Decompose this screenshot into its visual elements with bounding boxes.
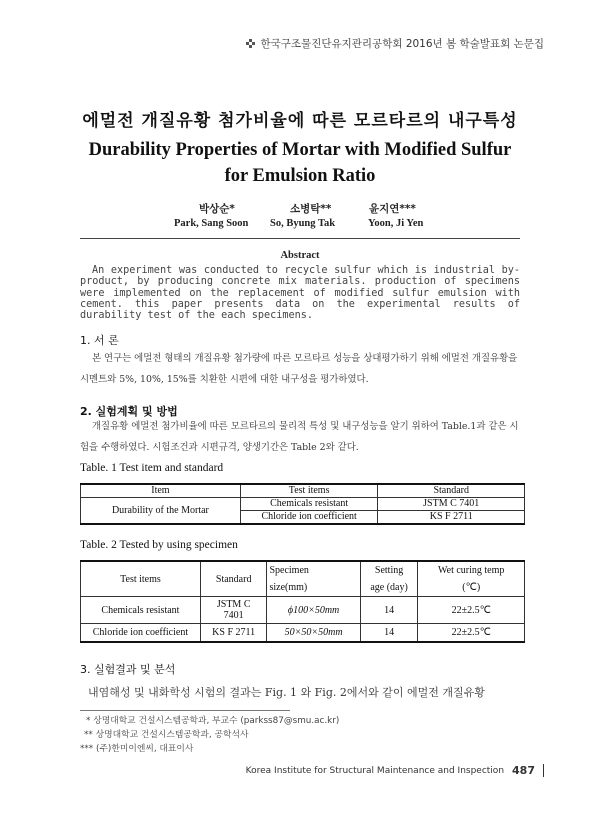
table-header-cell: Test items: [81, 561, 201, 597]
table-header-cell: (℃): [418, 579, 525, 597]
table-row: [81, 561, 525, 579]
author-3-en: Yoon, Ji Yen: [368, 218, 424, 229]
table-row: [81, 498, 525, 511]
table-header-cell: Specimen: [267, 561, 360, 579]
page-footer: [246, 764, 544, 777]
section-1-text: 본 연구는 에멀전 형태의 개질유황 첨가량에 따른 모르타르 성능을 상대평가하기 위해 에멀전 개질유황을 시멘트와 5%, 10%, 15%를 치환한 시편에 대한 내구성을 평가하였다.: [80, 353, 518, 385]
table-cell: KS F 2711: [200, 624, 267, 643]
journal-logo-icon: [246, 39, 256, 49]
table-2-caption: Table. 2 Tested by using specimen: [80, 539, 238, 551]
table-header-cell: Test items: [240, 484, 378, 498]
table-cell: KS F 2711: [378, 511, 525, 525]
section-1-heading: 1. 서 론: [80, 334, 119, 347]
footer-org-text: Korea Institute for Structural Maintenance and Inspection: [245, 765, 505, 776]
table-row: [81, 484, 525, 498]
abstract-heading: Abstract: [280, 250, 320, 261]
table-header-cell: Standard: [200, 561, 267, 597]
table-cell: Durability of the Mortar: [81, 498, 241, 525]
table-cell: 14: [360, 597, 418, 624]
table-cell: Chloride ion coefficient: [240, 511, 378, 525]
footer-divider: [543, 764, 544, 777]
title-english: Durability Properties of Mortar with Modified Sulfur for Emulsion Ratio: [88, 140, 512, 186]
table-header-cell: Standard: [378, 484, 525, 498]
table-cell: 22±2.5℃: [418, 597, 525, 624]
author-1-ko: 박상순*: [199, 203, 235, 215]
table-cell: JSTM C 7401: [200, 597, 267, 624]
table-cell: 50×50×50mm: [267, 624, 360, 643]
journal-header: [246, 36, 544, 51]
table-header-cell: Wet curing temp: [418, 561, 525, 579]
footnote-1: * 상명대학교 건설시스템공학과, 부교수 (parkss87@smu.ac.kr): [86, 716, 340, 726]
section-2-text: 개질유황 에멀전 첨가비율에 따른 모르타르의 물리적 특성 및 내구성능을 알기 위하여 Table.1과 같은 시험을 수행하였다. 시험조건과 시편규격, 양생기간은 Table 2와 같다.: [80, 421, 519, 453]
abstract-text: An experiment was conducted to recycle sulfur which is industrial by-product, by producing concrete mix materials. production of specimens were implemented on the replacement of modified sulfur emulsion with cement. this paper presents data on the experimental results of durability test of the each specimens.: [80, 265, 520, 322]
footnote-2: ** 상명대학교 건설시스템공학과, 공학석사: [84, 730, 249, 740]
table-cell: JSTM C 7401: [378, 498, 525, 511]
table-header-cell: size(mm): [267, 579, 360, 597]
table-cell: 14: [360, 624, 418, 643]
table-cell: Chemicals resistant: [81, 597, 201, 624]
title-korean: 에멀전 개질유황 첨가비율에 따른 모르타르의 내구특성: [82, 111, 518, 131]
footnote-3: *** (주)한미이엔씨, 대표이사: [80, 744, 194, 754]
author-2-en: So, Byung Tak: [270, 218, 336, 229]
table-row: [81, 597, 525, 624]
table-cell: Chloride ion coefficient: [81, 624, 201, 643]
journal-header-text: 한국구조물진단유지관리공학회 2016년 봄 학술발표회 논문집: [260, 38, 544, 50]
footnote-divider: [80, 710, 290, 711]
section-2-heading: 2. 실험계획 및 방법: [80, 405, 178, 418]
section-3-text: 내염해성 및 내화학성 시험의 결과는 Fig. 1 와 Fig. 2에서와 같이 에멀전 개질유황: [88, 686, 485, 699]
table-1-caption: Table. 1 Test item and standard: [80, 462, 224, 474]
table-row: [81, 624, 525, 643]
author-1-en: Park, Sang Soon: [174, 218, 249, 229]
author-2-ko: 소병탁**: [290, 203, 332, 215]
table-cell: Chemicals resistant: [240, 498, 378, 511]
table-header-cell: Setting: [360, 561, 418, 579]
section-3-heading: 3. 실험결과 및 분석: [80, 663, 176, 676]
abstract-divider: [80, 238, 520, 239]
table-header-cell: age (day): [360, 579, 418, 597]
table-1: [80, 483, 525, 525]
page-number: 487: [512, 764, 535, 777]
table-cell: ϕ100×50mm: [267, 597, 360, 624]
table-cell: 22±2.5℃: [418, 624, 525, 643]
author-3-ko: 윤지연***: [369, 203, 416, 215]
table-header-cell: Item: [81, 484, 241, 498]
table-2: [80, 560, 525, 643]
